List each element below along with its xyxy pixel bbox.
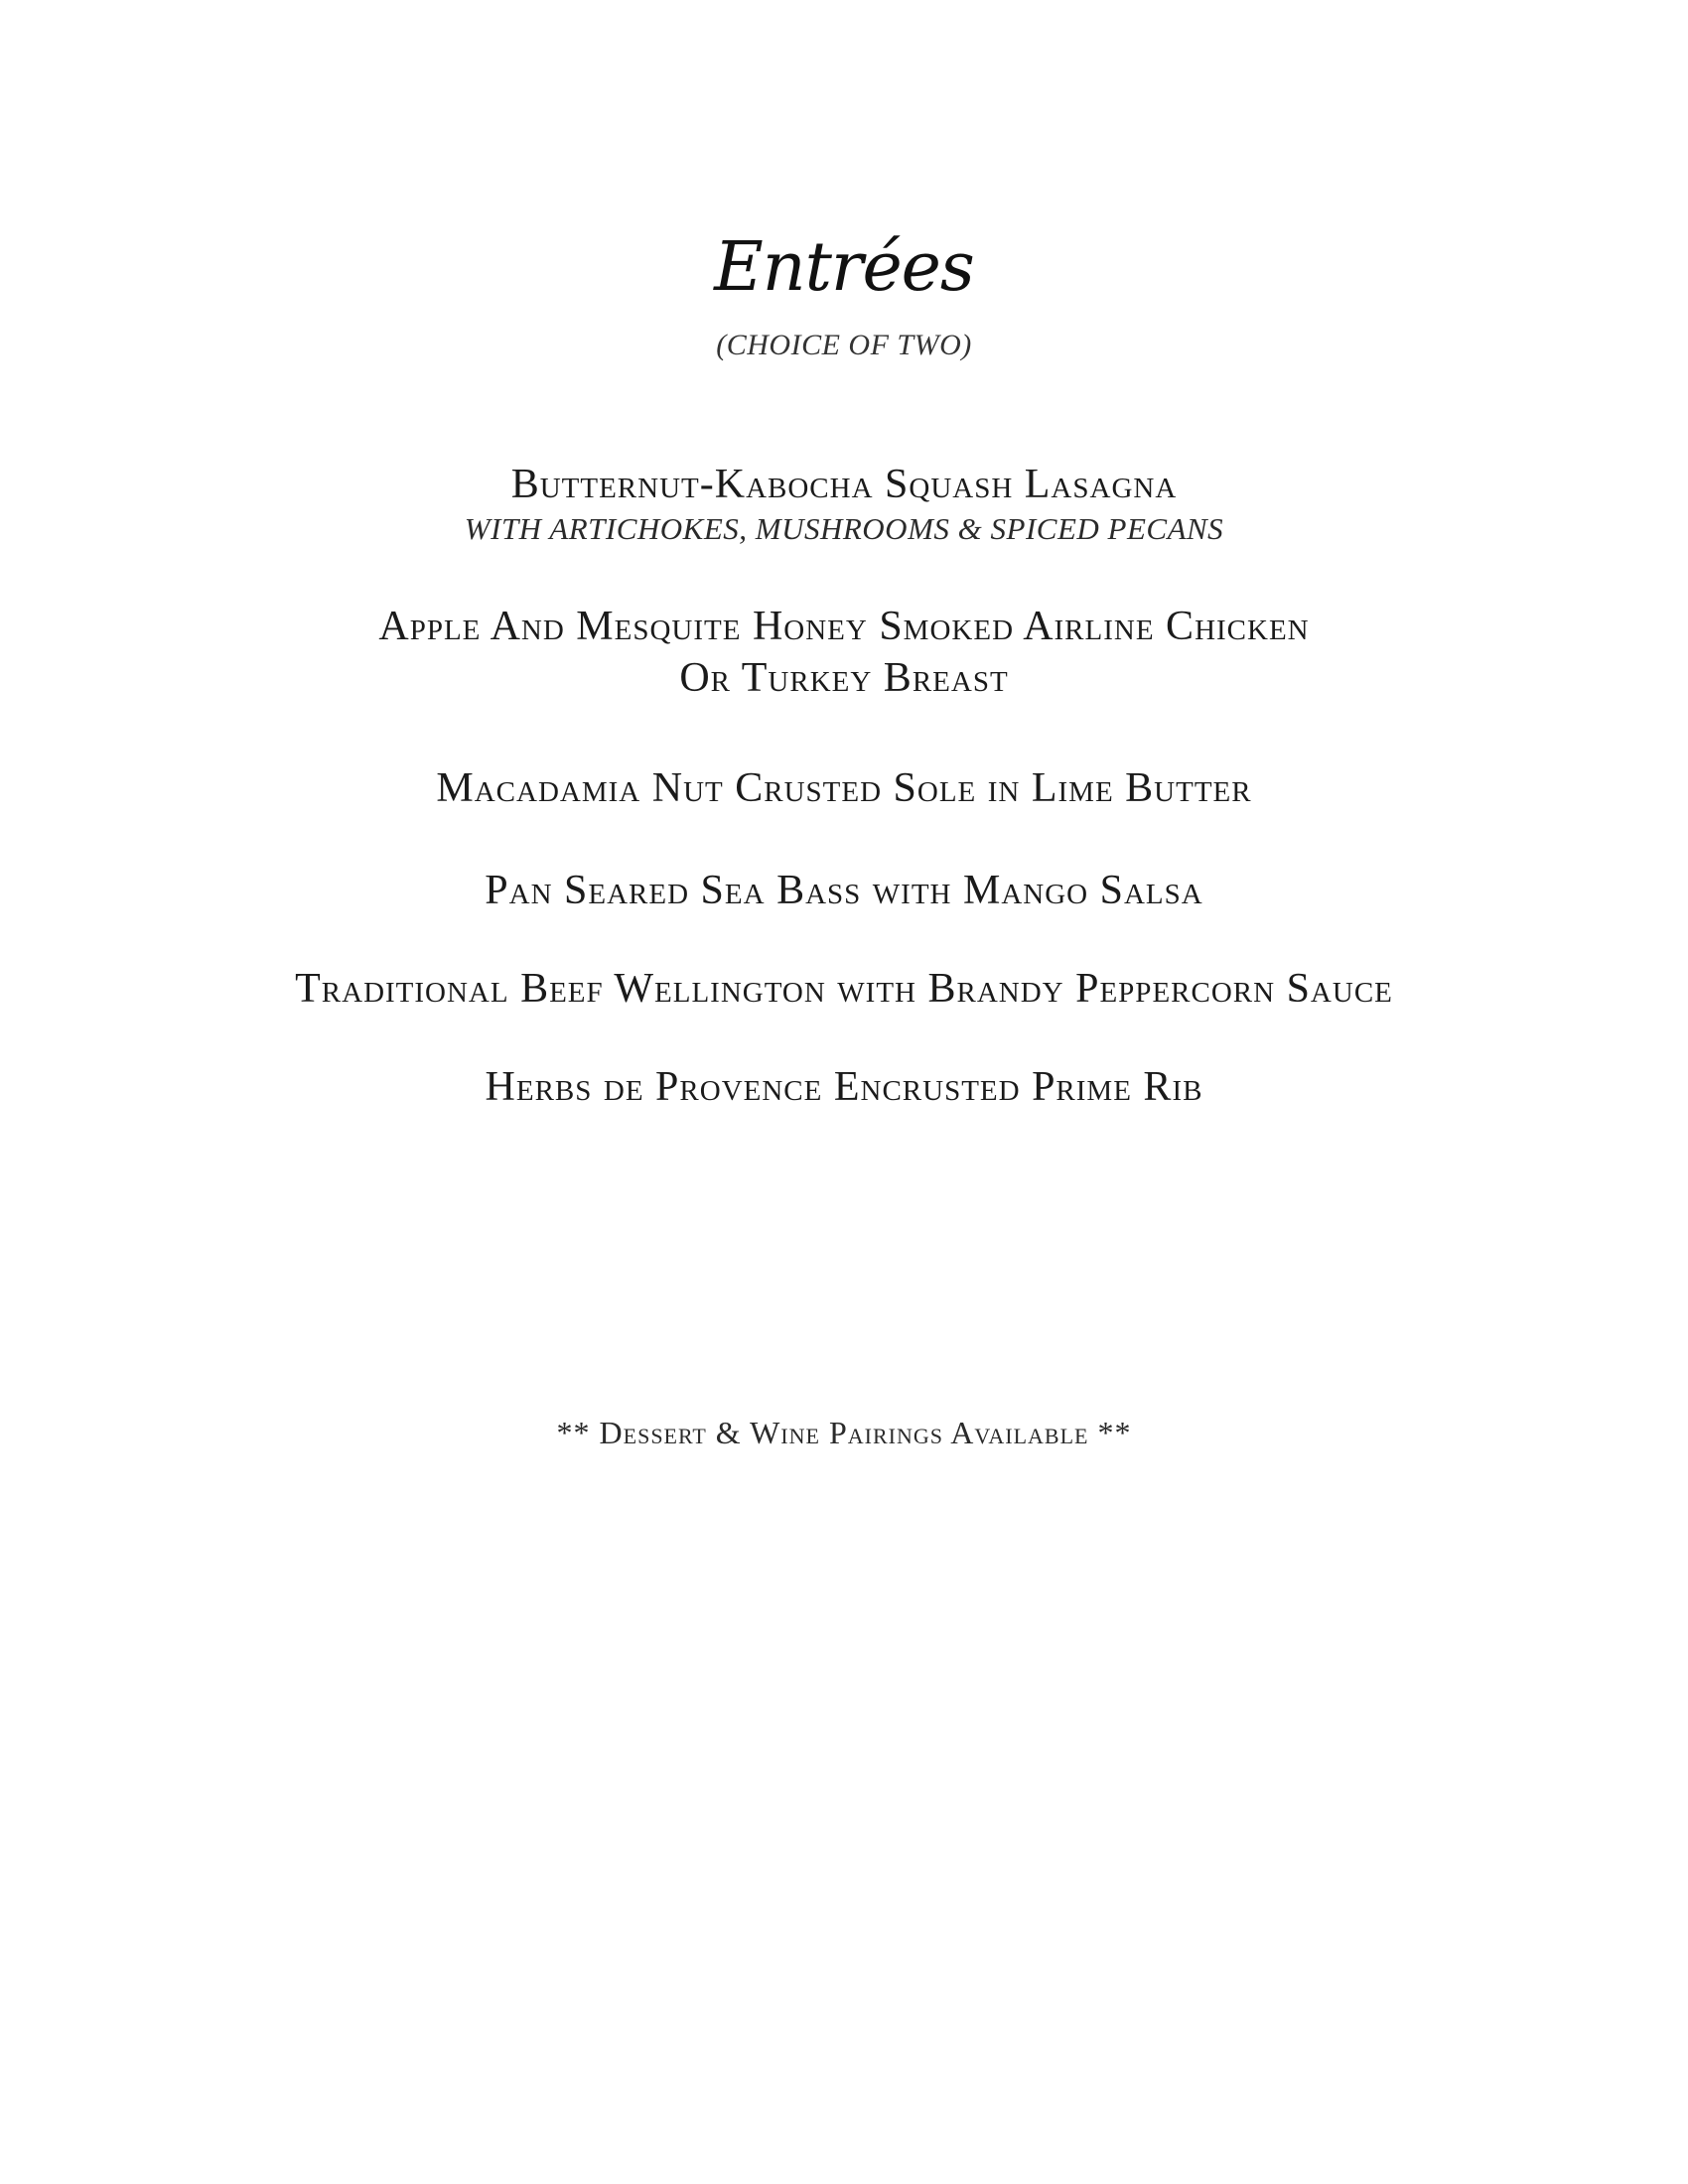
entree-name: Macadamia Nut Crusted Sole in Lime Butter bbox=[436, 765, 1252, 811]
entree-item bbox=[0, 601, 1688, 704]
entree-name: Butternut-Kabocha Squash Lasagna bbox=[510, 462, 1178, 507]
entree-name: Traditional Beef Wellington with Brandy Peppercorn Sauce bbox=[295, 966, 1393, 1012]
footer-note: ** Dessert & Wine Pairings Available ** bbox=[556, 1415, 1132, 1450]
entree-item bbox=[0, 963, 1688, 1015]
page-title: Entrées bbox=[714, 228, 974, 307]
entree-item bbox=[0, 1061, 1688, 1113]
entree-name: Pan Seared Sea Bass with Mango Salsa bbox=[485, 868, 1203, 913]
entree-item bbox=[0, 459, 1688, 548]
entree-item bbox=[0, 865, 1688, 916]
entree-description: WITH ARTICHOKES, MUSHROOMS & SPICED PECANS bbox=[464, 511, 1224, 546]
page-subtitle: (CHOICE OF TWO) bbox=[716, 329, 972, 361]
entree-name-line-1: Apple And Mesquite Honey Smoked Airline Chicken bbox=[378, 604, 1310, 649]
entree-item bbox=[0, 762, 1688, 814]
entree-name-line-2: Or Turkey Breast bbox=[679, 655, 1009, 701]
entree-name: Herbs de Provence Encrusted Prime Rib bbox=[485, 1064, 1203, 1110]
